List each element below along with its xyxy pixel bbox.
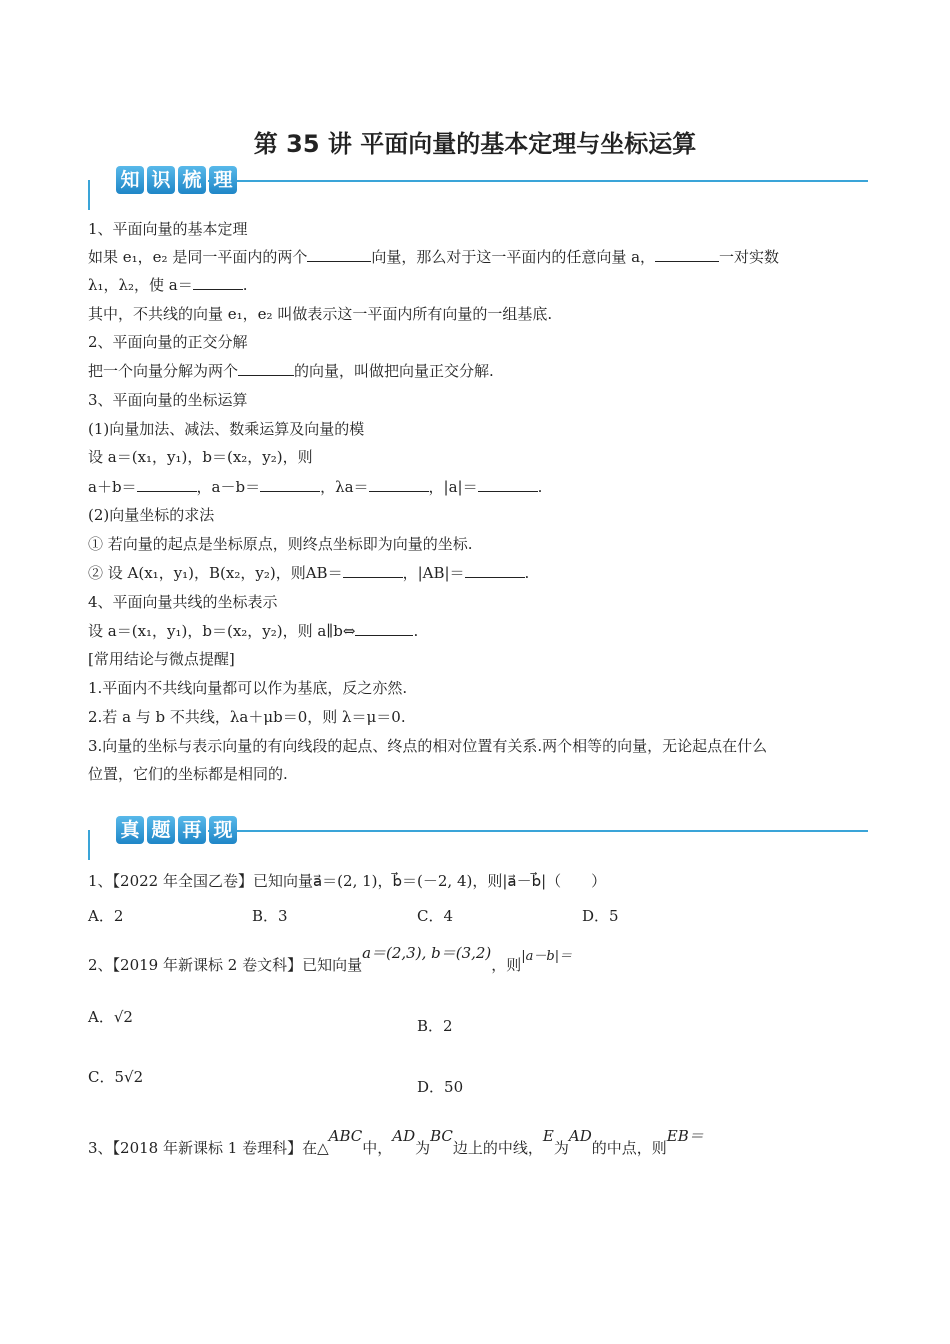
paragraph: λ₁，λ₂，使 a＝ .: [88, 276, 248, 294]
subheading: (1)向量加法、减法、数乘运算及向量的模: [88, 420, 365, 438]
text: 3、【2018 年新课标 1 卷理科】在△: [88, 1139, 329, 1157]
text: ，|a|＝: [428, 478, 478, 496]
banner-rule: [88, 180, 90, 210]
question-3-stem: [88, 1127, 704, 1158]
blank: [343, 563, 403, 578]
text: 把一个向量分解为两个: [88, 362, 239, 380]
math-expression: EB＝: [666, 1127, 704, 1145]
note: 2.若 a 与 b 不共线，λa＋μb＝0，则 λ＝μ＝0.: [88, 708, 406, 726]
question-2-option-d: D．50: [417, 1078, 464, 1096]
banner-rule: [88, 830, 90, 860]
text: 一对实数: [719, 248, 780, 266]
math-expression: a＝(2,3), b＝(3,2): [362, 944, 492, 962]
text: 边上的中线，: [452, 1139, 543, 1157]
text: ② 设 A(x₁，y₁)，B(x₂，y₂)，则AB＝: [88, 564, 343, 582]
text: ，λa＝: [320, 478, 369, 496]
text: ，则: [491, 956, 522, 974]
text: ，|AB|＝: [402, 564, 465, 582]
page-title: 第 35 讲 平面向量的基本定理与坐标运算: [253, 130, 697, 158]
banner-char: 题: [147, 816, 175, 844]
question-1-option-d: D．5: [582, 907, 619, 925]
text: 2、【2019 年新课标 2 卷文科】已知向量: [88, 956, 363, 974]
blank: [465, 563, 525, 578]
text: 的中点，则: [591, 1139, 667, 1157]
question-2-option-c: C．5√2: [88, 1068, 144, 1086]
blank: [655, 247, 719, 262]
banner-char: 理: [209, 166, 237, 194]
text: 为: [415, 1139, 431, 1157]
question-1-option-c: C．4: [417, 907, 454, 925]
banner-char: 梳: [178, 166, 206, 194]
section-heading: 2、平面向量的正交分解: [88, 333, 248, 351]
math-expression: AD: [568, 1127, 592, 1145]
paragraph: 其中，不共线的向量 e₁，e₂ 叫做表示这一平面内所有向量的一组基底.: [88, 305, 553, 323]
paragraph: [88, 360, 494, 381]
text: 向量，那么对于这一平面内的任意向量 a，: [371, 248, 656, 266]
blank: [193, 275, 243, 290]
blank: [260, 477, 320, 492]
question-1-option-b: B．3: [252, 907, 288, 925]
math-expression: |a－b|＝: [521, 949, 573, 964]
banner-char: 知: [116, 166, 144, 194]
notes-heading: [常用结论与微点提醒]: [88, 650, 235, 668]
text: 设 a＝(x₁，y₁)，b＝(x₂，y₂)，则 a∥b⇔: [88, 622, 356, 640]
question-2-option-b: B．2: [417, 1017, 453, 1035]
text: ，a－b＝: [196, 478, 261, 496]
note: 3.向量的坐标与表示向量的有向线段的起点、终点的相对位置有关系.两个相等的向量，无论起点在什么: [88, 737, 768, 755]
math-expression: ABC: [328, 1127, 363, 1145]
math-expression: E: [542, 1127, 554, 1145]
text: 为: [553, 1139, 569, 1157]
section-heading: 3、平面向量的坐标运算: [88, 391, 248, 409]
math-expression: BC: [430, 1127, 453, 1145]
banner-char: 现: [209, 816, 237, 844]
banner-tag: [116, 816, 237, 844]
paragraph: [88, 476, 542, 497]
banner-tag: [116, 166, 237, 194]
note: 位置，它们的坐标都是相同的.: [88, 765, 288, 783]
question-1-stem: 1、【2022 年全国乙卷】已知向量a⃗＝(2, 1)，b⃗＝(－2, 4)，则|a⃗－b⃗|（ ）: [88, 872, 607, 890]
text: 中，: [362, 1139, 393, 1157]
blank: [238, 361, 294, 376]
text: .: [537, 478, 543, 496]
blank: [355, 621, 413, 636]
text: 如果 e₁，e₂ 是同一平面内的两个: [88, 248, 308, 266]
section-banner-exam: [88, 816, 868, 860]
banner-char: 真: [116, 816, 144, 844]
text: a＋b＝: [88, 478, 137, 496]
question-2-stem: [88, 944, 573, 975]
note: 1.平面内不共线向量都可以作为基底，反之亦然.: [88, 679, 408, 697]
banner-rule: [208, 830, 868, 832]
question-2-option-a: A．√2: [88, 1008, 133, 1026]
banner-char: 再: [178, 816, 206, 844]
blank: [369, 477, 429, 492]
paragraph: 设 a＝(x₁，y₁)，b＝(x₂，y₂)，则: [88, 448, 313, 466]
banner-char: 识: [147, 166, 175, 194]
paragraph: ② 设 A(x₁，y₁)，B(x₂，y₂)，则AB＝ ，|AB|＝ .: [88, 564, 530, 582]
question-1-option-a: A．2: [88, 907, 124, 925]
blank: [478, 477, 538, 492]
subheading: (2)向量坐标的求法: [88, 506, 215, 524]
banner-rule: [208, 180, 868, 182]
paragraph: ① 若向量的起点是坐标原点，则终点坐标即为向量的坐标.: [88, 535, 473, 553]
math-expression: AD: [392, 1127, 416, 1145]
blank: [307, 247, 371, 262]
paragraph: [88, 246, 779, 267]
section-heading: 4、平面向量共线的坐标表示: [88, 593, 278, 611]
paragraph: 设 a＝(x₁，y₁)，b＝(x₂，y₂)，则 a∥b⇔ .: [88, 622, 419, 640]
blank: [137, 477, 197, 492]
text: 的向量，叫做把向量正交分解.: [294, 362, 494, 380]
text: λ₁，λ₂，使 a＝: [88, 276, 193, 294]
section-banner-knowledge: [88, 166, 868, 210]
section-heading: 1、平面向量的基本定理: [88, 220, 248, 238]
